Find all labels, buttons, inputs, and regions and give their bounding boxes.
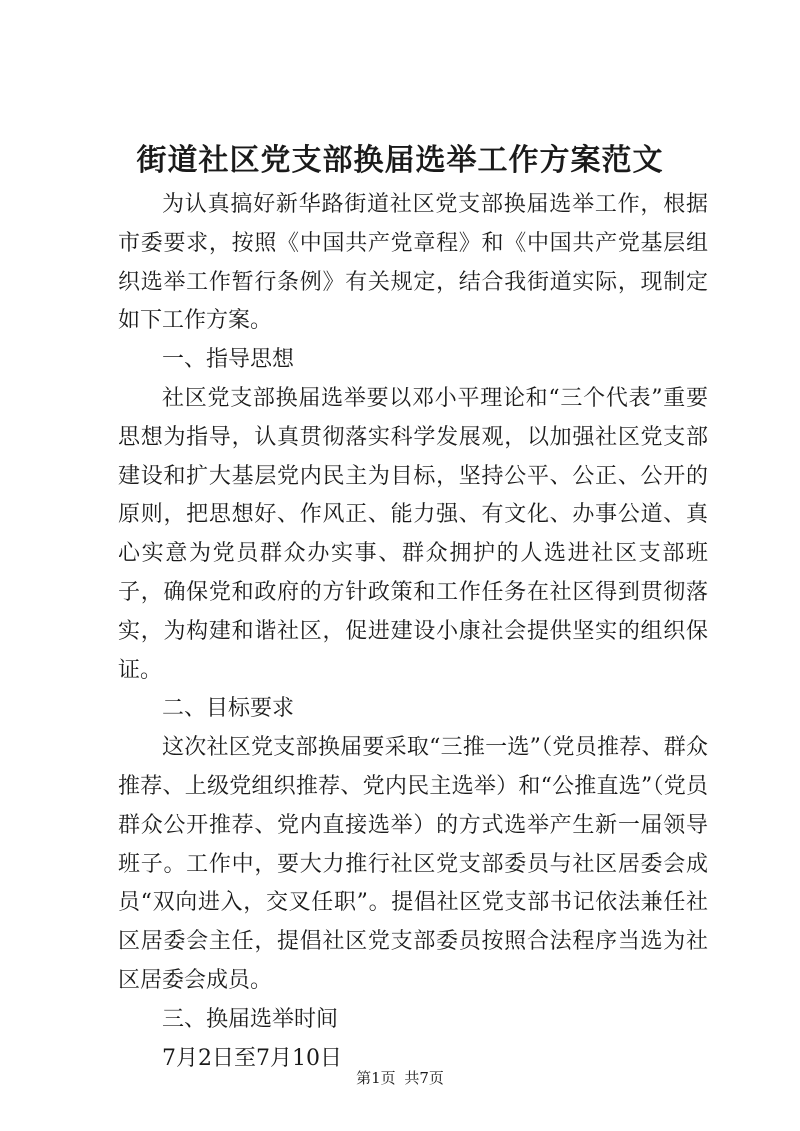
guiding-ideology-paragraph: 社区党支部换届选举要以邓小平理论和“三个代表”重要思想为指导，认真贯彻落实科学发展观，以加强社区党支部建设和扩大基层党内民主为目标，坚持公平、公正、公开的原则，把思想好、作风正、能力强、有文化、办事公道、真心实意为党员群众办实事、群众拥护的人选进社区支部班子，确保党和政府的方针政策和工作任务在社区得到贯彻落实，为构建和谐社区，促进建设小康社会提供坚实的组织保证。 bbox=[118, 385, 708, 683]
section-heading-election-time: 三、换届选举时间 bbox=[162, 1006, 339, 1032]
document-title: 街道社区党支部换届选举工作方案范文 bbox=[136, 143, 664, 178]
election-time-paragraph: 7月2日至7月10日 bbox=[162, 1045, 342, 1071]
section-heading-guiding-ideology: 一、指导思想 bbox=[162, 347, 295, 373]
goals-paragraph: 这次社区党支部换届要采取“三推一选”（党员推荐、群众推荐、上级党组织推荐、党内民主选举）和“公推直选”（党员群众公开推荐、党内直接选举）的方式选举产生新一届领导班子。工作中，要大力推行社区党支部委员与社区居委会成员“双向进入，交叉任职”。提倡社区党支部书记依法兼任社区居委会主任，提倡社区党支部委员按照合法程序当选为社区居委会成员。 bbox=[118, 735, 708, 993]
page-footer: 第1页 共7页 bbox=[356, 1069, 444, 1087]
section-heading-goals: 二、目标要求 bbox=[162, 696, 295, 722]
document-body bbox=[118, 186, 708, 1078]
intro-paragraph: 为认真搞好新华路街道社区党支部换届选举工作，根据市委要求，按照《中国共产党章程》和《中国共产党基层组织选举工作暂行条例》有关规定，结合我街道实际，现制定如下工作方案。 bbox=[118, 192, 708, 334]
